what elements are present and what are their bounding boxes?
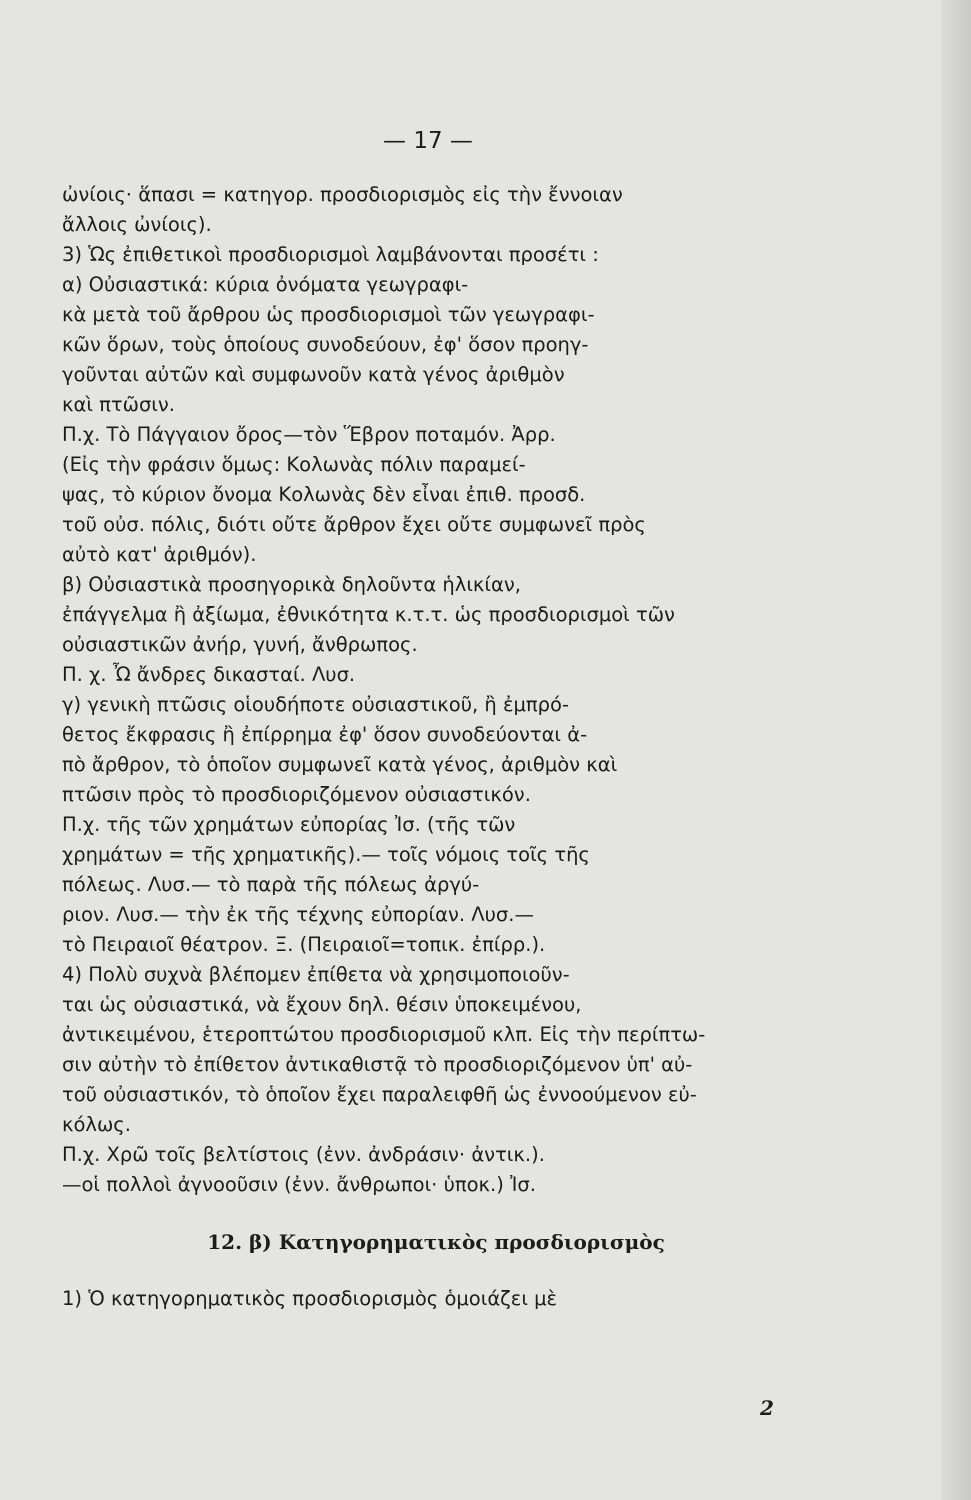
- text-line: καὶ πτῶσιν.: [62, 393, 176, 416]
- text-line: Π.χ. Τὸ Πάγγαιον ὄρος—τὸν Ἕβρον ποταμόν. Ἀρρ.: [62, 423, 556, 446]
- text-line: πὸ ἄρθρον, τὸ ὁποῖον συμφωνεῖ κατὰ γένος, ἀριθμὸν καὶ: [62, 753, 618, 776]
- text-line: αὐτὸ κατ' ἀριθμόν).: [62, 543, 257, 566]
- text-line: ται ὡς οὐσιαστικά, νὰ ἔχουν δηλ. θέσιν ὑποκειμένου,: [62, 993, 582, 1016]
- text-line: τὸ Πειραιοῖ θέατρον. Ξ. (Πειραιοῖ=τοπικ. ἐπίρρ.).: [62, 933, 546, 956]
- text-line: θετος ἔκφρασις ἢ ἐπίρρημα ἐφ' ὅσον συνοδεύονται ἀ-: [62, 723, 588, 746]
- text-line: κόλως.: [62, 1113, 131, 1136]
- text-line: ἀντικειμένου, ἑτεροπτώτου προσδιορισμοῦ κλπ. Εἰς τὴν περίπτω-: [62, 1023, 706, 1046]
- text-line: σιν αὐτὴν τὸ ἐπίθετον ἀντικαθιστᾷ τὸ προσδιοριζόμενον ὑπ' αὐ-: [62, 1053, 693, 1076]
- page-number: — 17 —: [383, 128, 473, 154]
- text-line: (Εἰς τὴν φράσιν ὅμως: Κολωνὰς πόλιν παραμεί-: [62, 453, 526, 476]
- text-line: 4) Πολὺ συχνὰ βλέπομεν ἐπίθετα νὰ χρησιμοποιοῦν-: [62, 963, 570, 986]
- text-line: ψας, τὸ κύριον ὄνομα Κολωνὰς δὲν εἶναι ἐπιθ. προσδ.: [62, 483, 586, 506]
- text-line: Π. χ. Ὦ ἄνδρες δικασταί. Λυσ.: [62, 663, 356, 686]
- section-spacer: [62, 1262, 810, 1284]
- body-text: [62, 180, 810, 1314]
- text-line: —οἱ πολλοὶ ἀγνοοῦσιν (ἐνν. ἄνθρωποι· ὑποκ.) Ἰσ.: [62, 1173, 536, 1196]
- text-line: πτῶσιν πρὸς τὸ προσδιοριζόμενον οὐσιαστικόν.: [62, 783, 531, 806]
- page-edge-shadow: [941, 0, 971, 1500]
- section-first-line: 1) Ὁ κατηγορηματικὸς προσδιορισμὸς ὁμοιάζει μὲ: [62, 1287, 558, 1310]
- text-line: τοῦ οὐσ. πόλις, διότι οὔτε ἄρθρον ἔχει οὔτε συμφωνεῖ πρὸς: [62, 513, 646, 536]
- section-spacer: [62, 1200, 810, 1222]
- text-line: ἐπάγγελμα ἢ ἀξίωμα, ἐθνικότητα κ.τ.τ. ὡς προσδιορισμοὶ τῶν: [62, 603, 675, 626]
- text-line: Π.χ. τῆς τῶν χρημάτων εὐπορίας Ἰσ. (τῆς τῶν: [62, 813, 516, 836]
- text-line: γ) γενικὴ πτῶσις οἱουδήποτε οὐσιαστικοῦ, ἢ ἐμπρό-: [62, 693, 569, 716]
- signature-mark: 2: [760, 1396, 774, 1420]
- text-line: α) Οὐσιαστικά: κύρια ὀνόματα γεωγραφι-: [62, 273, 469, 296]
- text-line: ἄλλοις ὠνίοις).: [62, 213, 212, 236]
- section-heading: 12. β) Κατηγορηματικὸς προσδιορισμὸς: [207, 1230, 665, 1254]
- text-line: ριον. Λυσ.— τὴν ἐκ τῆς τέχνης εὐπορίαν. Λυσ.—: [62, 903, 534, 926]
- text-line: Π.χ. Χρῶ τοῖς βελτίστοις (ἐνν. ἀνδράσιν· ἀντικ.).: [62, 1143, 545, 1166]
- text-line: τοῦ οὐσιαστικόν, τὸ ὁποῖον ἔχει παραλειφθῆ ὡς ἐννοούμενον εὐ-: [62, 1083, 697, 1106]
- text-line: οὐσιαστικῶν ἀνήρ, γυνή, ἄνθρωπος.: [62, 633, 418, 656]
- text-line: β) Οὐσιαστικὰ προσηγορικὰ δηλοῦντα ἡλικίαν,: [62, 573, 521, 596]
- text-line: ὠνίοις· ἅπασι = κατηγορ. προσδιορισμὸς εἰς τὴν ἔννοιαν: [62, 183, 623, 206]
- text-line: γοῦνται αὐτῶν καὶ συμφωνοῦν κατὰ γένος ἀριθμὸν: [62, 363, 565, 386]
- text-line: χρημάτων = τῆς χρηματικῆς).— τοῖς νόμοις τοῖς τῆς: [62, 843, 590, 866]
- text-line: 3) Ὡς ἐπιθετικοὶ προσδιορισμοὶ λαμβάνονται προσέτι :: [62, 243, 599, 266]
- text-line: πόλεως. Λυσ.— τὸ παρὰ τῆς πόλεως ἀργύ-: [62, 873, 480, 896]
- text-line: κῶν ὅρων, τοὺς ὁποίους συνοδεύουν, ἐφ' ὅσον προηγ-: [62, 333, 589, 356]
- text-line: κὰ μετὰ τοῦ ἄρθρου ὡς προσδιορισμοὶ τῶν γεωγραφι-: [62, 303, 595, 326]
